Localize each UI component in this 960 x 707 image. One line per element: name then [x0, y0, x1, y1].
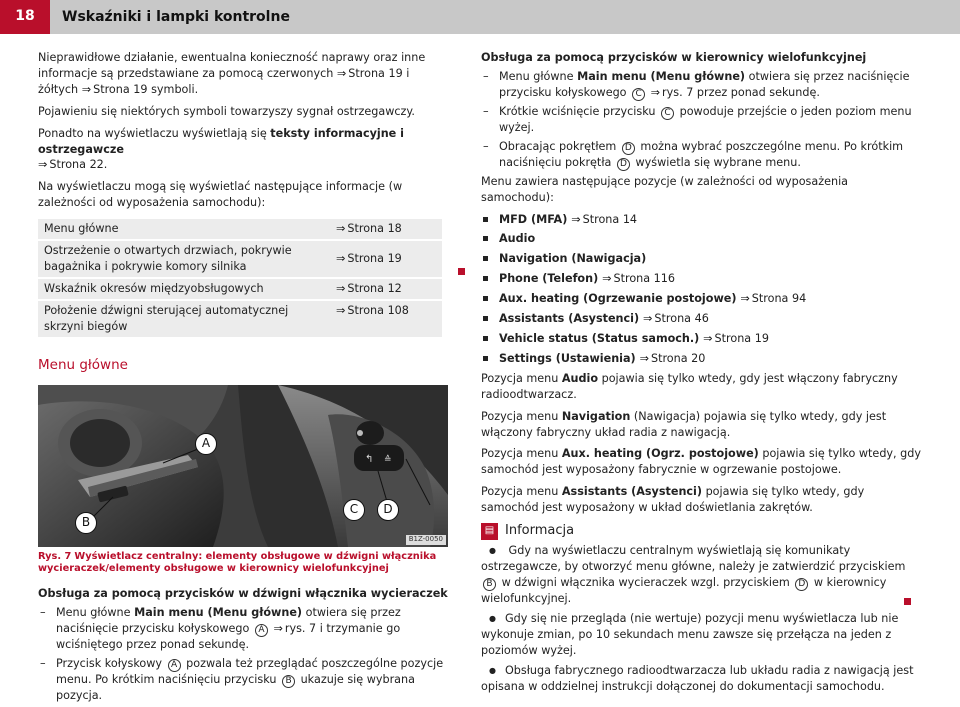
- cross-ref-link[interactable]: ⇒ Strona 94: [740, 292, 806, 305]
- info-box-title: Informacja: [505, 523, 575, 539]
- list-item: ● Gdy na wyświetlaczu centralnym wyświetlają się komunikaty ostrzegawcze, by otworzyć menu główne, należy je zatwierdzić przyciskiem B w dźwigni włącznika wycieraczek wzgl. przyciskiem D w kierownicy wielofunkcyjnej.: [481, 543, 921, 607]
- paragraph-2: Pojawieniu się niektórych symboli towarzyszy sygnał ostrzegawczy.: [38, 104, 415, 118]
- cross-ref-link[interactable]: ⇒ Strona 108: [336, 304, 409, 317]
- callout-d: D: [377, 499, 399, 521]
- cross-ref-link[interactable]: ⇒ Strona 19: [82, 83, 148, 96]
- table-row: Położenie dźwigni sterującej automatycznej skrzyni biegów ⇒ Strona 108: [38, 300, 442, 338]
- paragraph-assistants: Pozycja menu Assistants (Asystenci) pojawia się tylko wtedy, gdy samochód jest wyposażony w układ doświetlania zakrętów.: [481, 485, 865, 515]
- cross-ref-link[interactable]: ⇒ Strona 22.: [38, 158, 107, 171]
- list-item: – Krótkie wciśnięcie przycisku C powoduje przejście o jeden poziom menu wyżej.: [481, 104, 921, 136]
- menu-list-item: Audio: [481, 231, 921, 247]
- info-table: [38, 219, 442, 338]
- button-c-symbol: C: [661, 107, 674, 120]
- button-b-symbol: B: [282, 675, 295, 688]
- paragraph-navigation: Pozycja menu Navigation (Nawigacja) pojawia się tylko wtedy, gdy jest włączony fabryczny układ radia z nawigacją.: [481, 409, 887, 439]
- page-number: 18: [0, 0, 50, 34]
- info-icon: ▤: [481, 523, 498, 540]
- svg-text:↰: ↰: [365, 453, 374, 465]
- callout-a: A: [195, 433, 217, 455]
- knob-d-symbol: D: [622, 142, 635, 155]
- table-row: Ostrzeżenie o otwartych drzwiach, pokrywie bagażnika i pokrywie komory silnika ⇒ Strona 19: [38, 240, 442, 278]
- menu-intro: Menu zawiera następujące pozycje (w zależności od wyposażenia samochodu):: [481, 174, 849, 204]
- svg-text:≙: ≙: [384, 454, 392, 465]
- cross-ref-link[interactable]: ⇒ Strona 19: [337, 67, 403, 80]
- list-item: – Przycisk kołyskowy A pozwala też przeglądać poszczególne pozycje menu. Po krótkim naciśnięciu przycisku B ukazuje się wybrana pozycja.: [38, 656, 450, 704]
- list-item: ● Obsługa fabrycznego radioodtwarzacza lub układu radia z nawigacją jest opisana w oddzielnej instrukcji dołączonej do dokumentacji samochodu.: [481, 663, 921, 695]
- paragraph-4: Na wyświetlaczu mogą się wyświetlać następujące informacje (w zależności od wyposażenia samochodu):: [38, 180, 403, 210]
- figure-illustration: [38, 385, 448, 547]
- button-a-symbol: A: [255, 624, 268, 637]
- menu-list-item: Navigation (Nawigacja): [481, 251, 921, 267]
- cross-ref-link[interactable]: ⇒ rys. 7: [273, 622, 316, 635]
- cross-ref-link[interactable]: ⇒ Strona 19: [336, 252, 402, 265]
- menu-list-item: Settings (Ustawienia) ⇒ Strona 20: [481, 351, 921, 367]
- section-title: Menu główne: [38, 356, 128, 373]
- menu-list-item: Assistants (Asystenci) ⇒ Strona 46: [481, 311, 921, 327]
- paragraph-3: Ponadto na wyświetlaczu wyświetlają się teksty informacyjne i ostrzegawcze ⇒ Strona 22.: [38, 126, 450, 174]
- menu-list-item: Phone (Telefon) ⇒ Strona 116: [481, 271, 921, 287]
- page-header: [0, 0, 960, 34]
- figure-code: B1Z-0050: [406, 535, 446, 545]
- page-title: Wskaźniki i lampki kontrolne: [62, 9, 290, 25]
- cross-ref-link[interactable]: ⇒ Strona 18: [336, 222, 402, 235]
- callout-b: B: [75, 512, 97, 534]
- button-c-symbol: C: [632, 88, 645, 101]
- list-item: – Obracając pokrętłem D można wybrać poszczególne menu. Po krótkim naciśnięciu pokrętła D wyświetla się wybrane menu.: [481, 139, 921, 171]
- list-item: – Menu główne Main menu (Menu główne) otwiera się przez naciśnięcie przycisku kołyskowego A ⇒ rys. 7 i trzymanie go wciśniętego przez ponad sekundę.: [38, 605, 450, 653]
- paragraph-aux-heating: Pozycja menu Aux. heating (Ogrz. postojowe) pojawia się tylko wtedy, gdy samochód jest wyposażony fabrycznie w ogrzewanie postojowe.: [481, 447, 921, 477]
- menu-list-item: MFD (MFA) ⇒ Strona 14: [481, 212, 921, 228]
- cross-ref-link[interactable]: ⇒ Strona 14: [571, 213, 637, 226]
- table-row: Wskaźnik okresów międzyobsługowych ⇒ Strona 12: [38, 278, 442, 300]
- callout-c: C: [343, 499, 365, 521]
- menu-list-item: Aux. heating (Ogrzewanie postojowe) ⇒ Strona 94: [481, 291, 921, 307]
- cross-ref-link[interactable]: ⇒ rys. 7: [651, 86, 694, 99]
- figure-wiper-lever-and-steering-wheel: [38, 385, 448, 547]
- instruction-list: [38, 605, 450, 704]
- section-end-mark: [904, 598, 911, 605]
- cross-ref-link[interactable]: ⇒ Strona 12: [336, 282, 402, 295]
- button-b-symbol: B: [483, 578, 496, 591]
- list-item: ● Gdy się nie przegląda (nie wertuje) pozycji menu wyświetlacza lub nie wykonuje zmian, po 10 sekundach menu zawsze się przełącza na jeden z poziomów wyżej.: [481, 611, 921, 659]
- left-column: [38, 50, 450, 707]
- button-a-symbol: A: [168, 659, 181, 672]
- right-column: [481, 50, 921, 699]
- figure-caption: Rys. 7 Wyświetlacz centralny: elementy obsługowe w dźwigni włącznika wycieraczek/elementy obsługowe w kierownicy wielofunkcyjnej: [38, 550, 437, 575]
- menu-items-list: [481, 212, 921, 367]
- table-row: Menu główne ⇒ Strona 18: [38, 219, 442, 240]
- paragraph-audio: Pozycja menu Audio pojawia się tylko wtedy, gdy jest włączony fabryczny radioodtwarzacz.: [481, 371, 898, 401]
- info-box-header: [481, 522, 921, 540]
- subsection-heading: Obsługa za pomocą przycisków w kierownicy wielofunkcyjnej: [481, 51, 867, 64]
- cross-ref-link[interactable]: ⇒ Strona 46: [643, 312, 709, 325]
- section-end-mark: [458, 268, 465, 275]
- instruction-list: [481, 69, 921, 171]
- paragraph-1: Nieprawidłowe działanie, ewentualna konieczność naprawy oraz inne informacje są przedstawiane za pomocą czerwonych ⇒ Strona 19 i żółtych ⇒ Strona 19 symboli.: [38, 50, 450, 98]
- cross-ref-link[interactable]: ⇒ Strona 19: [703, 332, 769, 345]
- subsection-heading: Obsługa za pomocą przycisków w dźwigni włącznika wycieraczek: [38, 587, 448, 601]
- list-item: – Menu główne Main menu (Menu główne) otwiera się przez naciśnięcie przycisku kołyskowego C ⇒ rys. 7 przez ponad sekundę.: [481, 69, 921, 101]
- menu-list-item: Vehicle status (Status samoch.) ⇒ Strona 19: [481, 331, 921, 347]
- info-list: [481, 543, 921, 694]
- knob-d-symbol: D: [795, 578, 808, 591]
- cross-ref-link[interactable]: ⇒ Strona 20: [640, 352, 706, 365]
- knob-d-symbol: D: [617, 158, 630, 171]
- cross-ref-link[interactable]: ⇒ Strona 116: [602, 272, 675, 285]
